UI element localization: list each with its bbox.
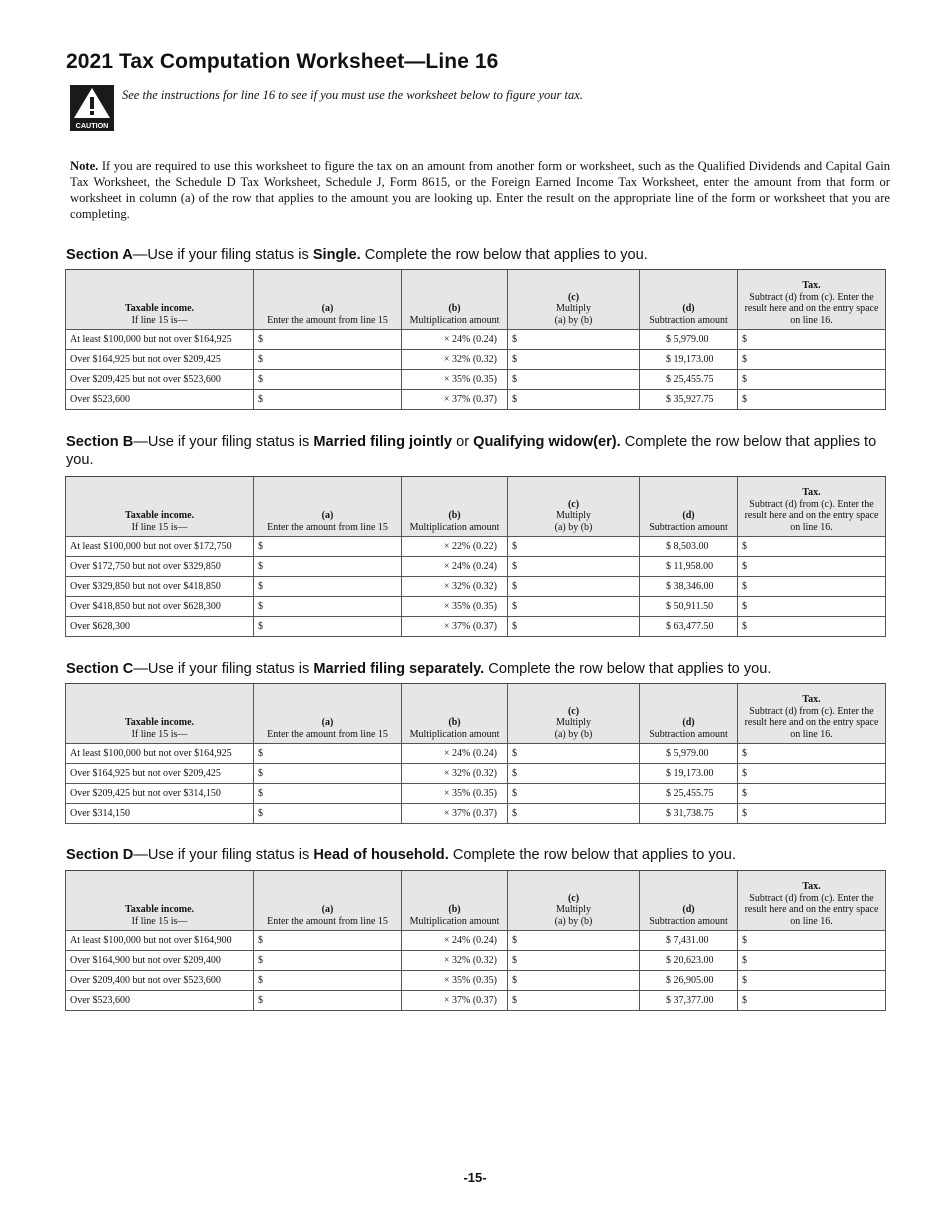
tax-input[interactable]: $ xyxy=(738,744,886,764)
amount-input[interactable]: $ xyxy=(254,784,402,804)
col-taxable-income: Taxable income. If line 15 is— xyxy=(66,477,254,537)
multiply-input[interactable]: $ xyxy=(508,390,640,410)
table-row: Over $418,850 but not over $628,300 $ × 35% (0.35) $ $ 50,911.50 $ xyxy=(66,597,886,617)
multiply-input[interactable]: $ xyxy=(508,971,640,991)
multiply-input[interactable]: $ xyxy=(508,577,640,597)
table-row: Over $209,400 but not over $523,600 $ × 35% (0.35) $ $ 26,905.00 $ xyxy=(66,971,886,991)
multiply-input[interactable]: $ xyxy=(508,931,640,951)
tax-input[interactable]: $ xyxy=(738,537,886,557)
amount-input[interactable]: $ xyxy=(254,971,402,991)
note-lead: Note. xyxy=(70,159,99,173)
tax-input[interactable]: $ xyxy=(738,971,886,991)
col-b: (b) Multiplication amount xyxy=(402,684,508,744)
table-row: Over $164,925 but not over $209,425 $ × 32% (0.32) $ $ 19,173.00 $ xyxy=(66,350,886,370)
page-number: -15- xyxy=(463,1170,487,1185)
section-b-heading: Section B—Use if your filing status is Married filing jointly or Qualifying widow(er). Complete the row below that applies to you. xyxy=(66,434,877,468)
tax-input[interactable]: $ xyxy=(738,617,886,637)
tax-input[interactable]: $ xyxy=(738,951,886,971)
multiply-input[interactable]: $ xyxy=(508,597,640,617)
table-row: Over $628,300 $ × 37% (0.37) $ $ 63,477.50 $ xyxy=(66,617,886,637)
col-taxable-income: Taxable income. If line 15 is— xyxy=(66,270,254,330)
amount-input[interactable]: $ xyxy=(254,370,402,390)
amount-input[interactable]: $ xyxy=(254,617,402,637)
col-b: (b) Multiplication amount xyxy=(402,477,508,537)
col-b: (b) Multiplication amount xyxy=(402,871,508,931)
table-row: Over $523,600 $ × 37% (0.37) $ $ 37,377.00 $ xyxy=(66,991,886,1011)
amount-input[interactable]: $ xyxy=(254,764,402,784)
section-d-table xyxy=(65,870,886,1011)
note-text: If you are required to use this worksheet to figure the tax on an amount from another form or worksheet, such as the Qualified Dividends and Capital Gain Tax Worksheet, the Schedule D Tax Worksheet, Schedule J, Form 8615, or the Foreign Earned Income Tax Worksheet, enter the amount from that form or worksheet in column (a) of the row that applies to the amount you are looking up. Enter the result on the appropriate line of the form or worksheet that you are completing. xyxy=(70,159,890,221)
caution-text: See the instructions for line 16 to see if you must use the worksheet below to figure your tax. xyxy=(122,88,583,102)
caution-label: CAUTION xyxy=(75,121,109,130)
col-tax: Tax. Subtract (d) from (c). Enter the result here and on the entry space on line 16. xyxy=(738,871,886,931)
amount-input[interactable]: $ xyxy=(254,350,402,370)
amount-input[interactable]: $ xyxy=(254,991,402,1011)
table-row: Over $209,425 but not over $523,600 $ × 35% (0.35) $ $ 25,455.75 $ xyxy=(66,370,886,390)
amount-input[interactable]: $ xyxy=(254,577,402,597)
table-row: Over $164,925 but not over $209,425 $ × 32% (0.32) $ $ 19,173.00 $ xyxy=(66,764,886,784)
col-a: (a) Enter the amount from line 15 xyxy=(254,684,402,744)
multiply-input[interactable]: $ xyxy=(508,330,640,350)
col-c: (c) Multiply (a) by (b) xyxy=(508,871,640,931)
note-paragraph xyxy=(70,158,890,222)
multiply-input[interactable]: $ xyxy=(508,804,640,824)
table-row: Over $164,900 but not over $209,400 $ × 32% (0.32) $ $ 20,623.00 $ xyxy=(66,951,886,971)
amount-input[interactable]: $ xyxy=(254,330,402,350)
tax-input[interactable]: $ xyxy=(738,390,886,410)
col-tax: Tax. Subtract (d) from (c). Enter the result here and on the entry space on line 16. xyxy=(738,684,886,744)
table-row: Over $314,150 $ × 37% (0.37) $ $ 31,738.75 $ xyxy=(66,804,886,824)
section-c-heading: Section C—Use if your filing status is Married filing separately. Complete the row below that applies to you. xyxy=(66,661,772,677)
col-tax: Tax. Subtract (d) from (c). Enter the result here and on the entry space on line 16. xyxy=(738,477,886,537)
table-row: At least $100,000 but not over $172,750 $ × 22% (0.22) $ $ 8,503.00 $ xyxy=(66,537,886,557)
col-c: (c) Multiply (a) by (b) xyxy=(508,270,640,330)
amount-input[interactable]: $ xyxy=(254,744,402,764)
table-row: Over $523,600 $ × 37% (0.37) $ $ 35,927.75 $ xyxy=(66,390,886,410)
tax-input[interactable]: $ xyxy=(738,804,886,824)
amount-input[interactable]: $ xyxy=(254,951,402,971)
table-row: Over $209,425 but not over $314,150 $ × 35% (0.35) $ $ 25,455.75 $ xyxy=(66,784,886,804)
tax-input[interactable]: $ xyxy=(738,764,886,784)
tax-input[interactable]: $ xyxy=(738,931,886,951)
col-d: (d) Subtraction amount xyxy=(640,684,738,744)
section-c-table xyxy=(65,683,886,824)
amount-input[interactable]: $ xyxy=(254,390,402,410)
multiply-input[interactable]: $ xyxy=(508,350,640,370)
col-b: (b) Multiplication amount xyxy=(402,270,508,330)
col-c: (c) Multiply (a) by (b) xyxy=(508,477,640,537)
multiply-input[interactable]: $ xyxy=(508,557,640,577)
col-c: (c) Multiply (a) by (b) xyxy=(508,684,640,744)
tax-input[interactable]: $ xyxy=(738,557,886,577)
tax-input[interactable]: $ xyxy=(738,350,886,370)
col-tax: Tax. Subtract (d) from (c). Enter the result here and on the entry space on line 16. xyxy=(738,270,886,330)
section-d-heading: Section D—Use if your filing status is Head of household. Complete the row below that applies to you. xyxy=(66,847,736,863)
tax-input[interactable]: $ xyxy=(738,991,886,1011)
col-a: (a) Enter the amount from line 15 xyxy=(254,871,402,931)
table-row: Over $329,850 but not over $418,850 $ × 32% (0.32) $ $ 38,346.00 $ xyxy=(66,577,886,597)
caution-icon xyxy=(70,85,114,131)
table-row: Over $172,750 but not over $329,850 $ × 24% (0.24) $ $ 11,958.00 $ xyxy=(66,557,886,577)
col-d: (d) Subtraction amount xyxy=(640,871,738,931)
multiply-input[interactable]: $ xyxy=(508,764,640,784)
multiply-input[interactable]: $ xyxy=(508,537,640,557)
section-a-table xyxy=(65,269,886,410)
col-a: (a) Enter the amount from line 15 xyxy=(254,270,402,330)
tax-input[interactable]: $ xyxy=(738,577,886,597)
col-a: (a) Enter the amount from line 15 xyxy=(254,477,402,537)
multiply-input[interactable]: $ xyxy=(508,991,640,1011)
tax-input[interactable]: $ xyxy=(738,370,886,390)
multiply-input[interactable]: $ xyxy=(508,370,640,390)
multiply-input[interactable]: $ xyxy=(508,951,640,971)
section-a-heading: Section A—Use if your filing status is Single. Complete the row below that applies to you. xyxy=(66,247,648,263)
table-row: At least $100,000 but not over $164,900 $ × 24% (0.24) $ $ 7,431.00 $ xyxy=(66,931,886,951)
tax-input[interactable]: $ xyxy=(738,330,886,350)
table-row: At least $100,000 but not over $164,925 $ × 24% (0.24) $ $ 5,979.00 $ xyxy=(66,330,886,350)
tax-input[interactable]: $ xyxy=(738,784,886,804)
amount-input[interactable]: $ xyxy=(254,931,402,951)
col-d: (d) Subtraction amount xyxy=(640,270,738,330)
multiply-input[interactable]: $ xyxy=(508,617,640,637)
multiply-input[interactable]: $ xyxy=(508,784,640,804)
tax-input[interactable]: $ xyxy=(738,597,886,617)
multiply-input[interactable]: $ xyxy=(508,744,640,764)
amount-input[interactable]: $ xyxy=(254,537,402,557)
col-taxable-income: Taxable income. If line 15 is— xyxy=(66,684,254,744)
col-taxable-income: Taxable income. If line 15 is— xyxy=(66,871,254,931)
col-d: (d) Subtraction amount xyxy=(640,477,738,537)
amount-input[interactable]: $ xyxy=(254,557,402,577)
amount-input[interactable]: $ xyxy=(254,597,402,617)
page-title: 2021 Tax Computation Worksheet—Line 16 xyxy=(66,50,499,73)
amount-input[interactable]: $ xyxy=(254,804,402,824)
table-row: At least $100,000 but not over $164,925 $ × 24% (0.24) $ $ 5,979.00 $ xyxy=(66,744,886,764)
section-b-table xyxy=(65,476,886,637)
